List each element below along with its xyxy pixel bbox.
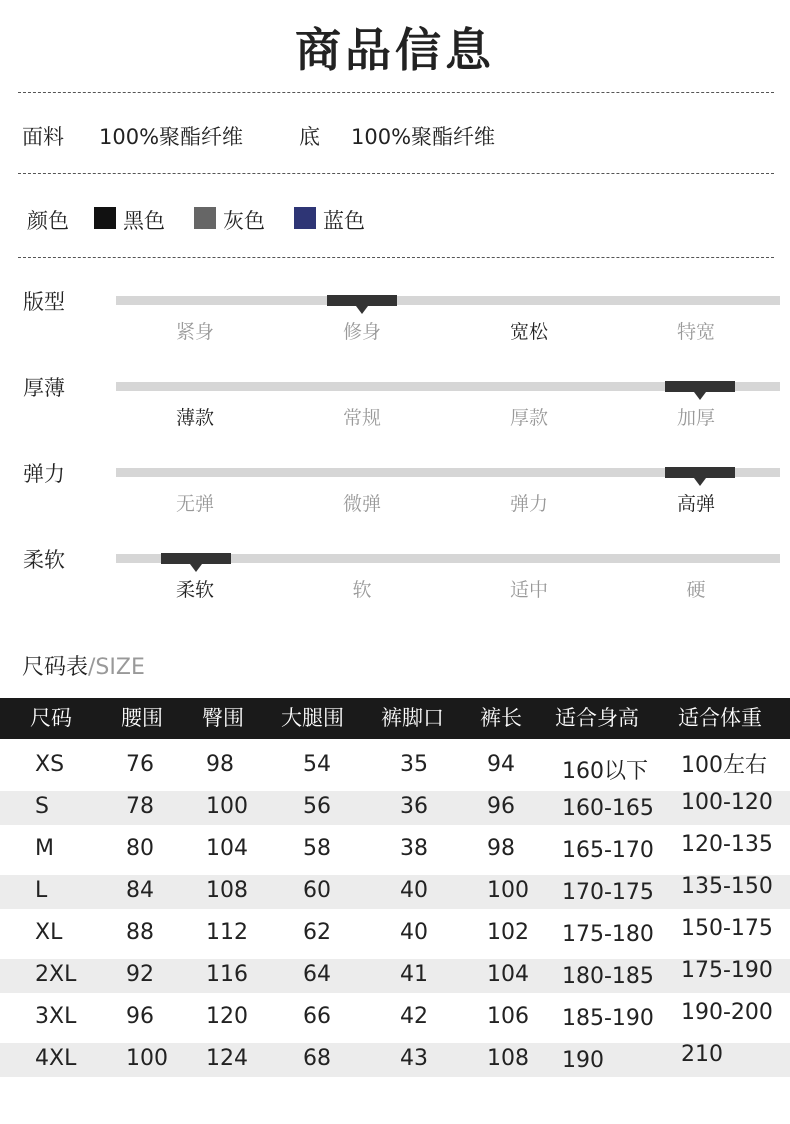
table-cell: 78 (126, 794, 154, 819)
table-row (0, 959, 790, 993)
table-cell: S (35, 794, 49, 819)
table-cell: 98 (206, 752, 234, 777)
column-header: 裤长 (480, 706, 522, 730)
table-cell: 100左右 (681, 753, 767, 778)
table-cell: 54 (303, 752, 331, 777)
column-header: 大腿围 (281, 706, 344, 730)
table-cell: 98 (487, 836, 515, 861)
table-cell: 106 (487, 1004, 529, 1029)
color-swatch-black (94, 207, 116, 229)
table-row (0, 917, 790, 951)
attribute-label: 版型 (23, 290, 65, 314)
color-swatch-blue (294, 207, 316, 229)
color-name: 灰色 (223, 209, 265, 233)
scale-option: 适中 (509, 579, 548, 601)
table-row (0, 875, 790, 909)
table-cell: 120 (206, 1004, 248, 1029)
size-table-heading (22, 650, 145, 681)
scale-option: 修身 (342, 321, 381, 343)
scale-option: 特宽 (676, 321, 715, 343)
table-cell: 112 (206, 920, 248, 945)
table-cell: 150-175 (681, 916, 773, 941)
table-cell: 4XL (35, 1046, 77, 1071)
fabric-label: 面料 (22, 125, 64, 149)
lining-value: 100%聚酯纤维 (351, 125, 496, 149)
divider (18, 92, 774, 93)
scale-option: 厚款 (509, 407, 548, 429)
lining-label: 底 (299, 125, 320, 149)
scale-marker (665, 381, 735, 392)
table-cell: 108 (487, 1046, 529, 1071)
divider (18, 257, 774, 258)
scale-option: 微弹 (342, 493, 381, 515)
column-header: 尺码 (30, 706, 72, 730)
scale-option: 加厚 (676, 407, 715, 429)
table-cell: 175-180 (562, 922, 654, 947)
table-cell: 92 (126, 962, 154, 987)
table-cell: 56 (303, 794, 331, 819)
table-cell: L (35, 878, 48, 903)
size-heading-en: /SIZE (88, 655, 145, 680)
page-title: 商品信息 (295, 23, 495, 77)
table-cell: 42 (400, 1004, 428, 1029)
fabric-value: 100%聚酯纤维 (99, 125, 244, 149)
table-cell: 60 (303, 878, 331, 903)
attribute-label: 厚薄 (23, 376, 65, 400)
table-cell: 94 (487, 752, 515, 777)
table-cell: 40 (400, 878, 428, 903)
color-swatch-gray (194, 207, 216, 229)
table-cell: M (35, 836, 54, 861)
divider (18, 173, 774, 174)
table-cell: 43 (400, 1046, 428, 1071)
color-name: 黑色 (123, 209, 165, 233)
table-cell: 100-120 (681, 790, 773, 815)
table-cell: 210 (681, 1042, 723, 1067)
table-row (0, 749, 790, 783)
table-cell: XL (35, 920, 63, 945)
table-cell: 68 (303, 1046, 331, 1071)
table-cell: 170-175 (562, 880, 654, 905)
column-header: 臀围 (202, 706, 244, 730)
table-cell: 116 (206, 962, 248, 987)
table-cell: 124 (206, 1046, 248, 1071)
scale-option: 高弹 (676, 493, 715, 515)
column-header: 腰围 (121, 706, 163, 730)
table-cell: 36 (400, 794, 428, 819)
size-heading-cn: 尺码表 (22, 655, 89, 680)
scale-option: 弹力 (509, 493, 548, 515)
scale-track (116, 296, 780, 305)
table-cell: 120-135 (681, 832, 773, 857)
table-cell: 62 (303, 920, 331, 945)
table-cell: 40 (400, 920, 428, 945)
table-cell: 35 (400, 752, 428, 777)
scale-option: 薄款 (175, 407, 214, 429)
table-cell: 104 (487, 962, 529, 987)
table-cell: XS (35, 752, 65, 777)
table-cell: 3XL (35, 1004, 77, 1029)
table-row (0, 833, 790, 867)
table-cell: 185-190 (562, 1006, 654, 1031)
table-cell: 80 (126, 836, 154, 861)
table-cell: 190 (562, 1048, 604, 1073)
table-row (0, 791, 790, 825)
column-header: 适合身高 (555, 706, 639, 730)
table-cell: 84 (126, 878, 154, 903)
table-cell: 160-165 (562, 796, 654, 821)
size-table-header (0, 698, 790, 739)
table-cell: 88 (126, 920, 154, 945)
table-cell: 100 (206, 794, 248, 819)
table-cell: 108 (206, 878, 248, 903)
scale-marker (327, 295, 397, 306)
colors-label: 颜色 (27, 209, 69, 233)
table-cell: 38 (400, 836, 428, 861)
color-name: 蓝色 (323, 209, 365, 233)
table-cell: 58 (303, 836, 331, 861)
table-cell: 76 (126, 752, 154, 777)
scale-option: 宽松 (509, 321, 548, 343)
table-cell: 96 (487, 794, 515, 819)
table-row (0, 1043, 790, 1077)
table-cell: 175-190 (681, 958, 773, 983)
scale-marker (161, 553, 231, 564)
table-cell: 180-185 (562, 964, 654, 989)
table-cell: 41 (400, 962, 428, 987)
table-cell: 66 (303, 1004, 331, 1029)
scale-marker (665, 467, 735, 478)
table-row (0, 1001, 790, 1035)
table-cell: 96 (126, 1004, 154, 1029)
table-cell: 100 (487, 878, 529, 903)
table-cell: 64 (303, 962, 331, 987)
column-header: 适合体重 (678, 706, 762, 730)
attribute-label: 柔软 (23, 548, 65, 572)
table-cell: 160以下 (562, 759, 648, 784)
table-cell: 2XL (35, 962, 77, 987)
attribute-label: 弹力 (23, 462, 65, 486)
table-cell: 102 (487, 920, 529, 945)
scale-option: 柔软 (175, 579, 214, 601)
scale-option: 无弹 (175, 493, 214, 515)
table-cell: 104 (206, 836, 248, 861)
column-header: 裤脚口 (381, 706, 444, 730)
scale-option: 紧身 (175, 321, 214, 343)
table-cell: 190-200 (681, 1000, 773, 1025)
table-cell: 100 (126, 1046, 168, 1071)
table-cell: 135-150 (681, 874, 773, 899)
scale-option: 常规 (342, 407, 381, 429)
scale-option: 硬 (686, 579, 706, 601)
table-cell: 165-170 (562, 838, 654, 863)
scale-option: 软 (352, 579, 372, 601)
